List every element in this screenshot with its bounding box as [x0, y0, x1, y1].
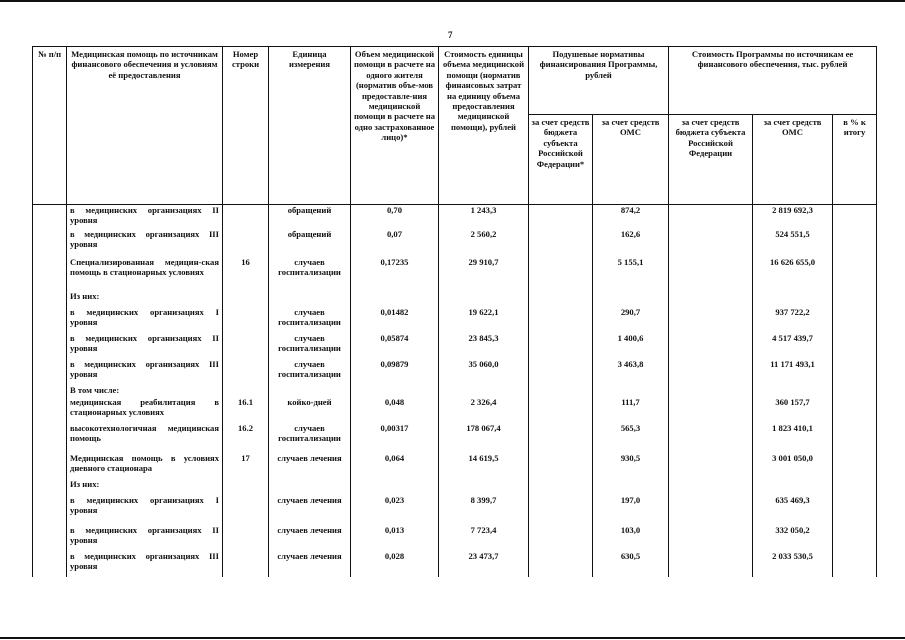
bottom-scan-border: [0, 637, 905, 639]
row-volume: 0,023: [351, 495, 439, 525]
table-row: [33, 291, 877, 307]
table-row: [33, 551, 877, 577]
row-cost-oms: 16 626 655,0: [753, 257, 833, 291]
table-row: [33, 307, 877, 333]
row-norm-oms: 3 463,8: [593, 359, 669, 385]
row-name: в медицинских организациях III уровня: [67, 229, 223, 257]
row-cost: 19 622,1: [439, 307, 529, 333]
row-cost: 23 845,3: [439, 333, 529, 359]
row-unit: случаев лечения: [269, 453, 351, 479]
table-row: [33, 525, 877, 551]
row-norm-oms: 1 400,6: [593, 333, 669, 359]
row-name: в медицинских организациях I уровня: [67, 307, 223, 333]
row-cost-oms: 3 001 050,0: [753, 453, 833, 479]
row-cost: 178 067,4: [439, 423, 529, 453]
row-cost-oms: 332 050,2: [753, 525, 833, 551]
row-cost-oms: 524 551,5: [753, 229, 833, 257]
row-unit: случаев госпитализации: [269, 307, 351, 333]
row-name: в медицинских организациях III уровня: [67, 551, 223, 577]
row-volume: 0,064: [351, 453, 439, 479]
row-cost-oms: 937 722,2: [753, 307, 833, 333]
row-unit: обращений: [269, 205, 351, 229]
row-name: высокотехнологичная медицинская помощь: [67, 423, 223, 453]
header-percent-total: в % к итогу: [833, 115, 877, 205]
row-norm-oms: 874,2: [593, 205, 669, 229]
header-unit: Единица измерения: [269, 47, 351, 205]
row-cost-oms: 4 517 439,7: [753, 333, 833, 359]
row-norm-oms: 630,5: [593, 551, 669, 577]
row-norm-oms: 162,6: [593, 229, 669, 257]
row-volume: 0,05874: [351, 333, 439, 359]
row-unit: случаев госпитализации: [269, 359, 351, 385]
row-norm-oms: 111,7: [593, 397, 669, 423]
row-volume: 0,028: [351, 551, 439, 577]
row-cost: 29 910,7: [439, 257, 529, 291]
row-line: 16.1: [223, 397, 269, 423]
row-name: в медицинских организациях II уровня: [67, 205, 223, 229]
row-norm-oms: 103,0: [593, 525, 669, 551]
header-number: № п/п: [33, 47, 67, 205]
table-row: [33, 385, 877, 397]
row-name: В том числе:: [67, 385, 223, 397]
row-name: Специализированная медицин-ская помощь в стационарных условиях: [67, 257, 223, 291]
table-row: [33, 205, 877, 229]
row-line: [223, 333, 269, 359]
header-program-cost: Стоимость Программы по источникам ее финансового обеспечения, тыс. рублей: [669, 47, 877, 115]
row-cost: 2 326,4: [439, 397, 529, 423]
row-cost-oms: 2 033 530,5: [753, 551, 833, 577]
row-line: [223, 359, 269, 385]
row-norm-oms: 197,0: [593, 495, 669, 525]
row-volume: 0,01482: [351, 307, 439, 333]
row-norm-oms: 930,5: [593, 453, 669, 479]
row-line: [223, 229, 269, 257]
row-cost-oms: 2 819 692,3: [753, 205, 833, 229]
row-cost: 35 060,0: [439, 359, 529, 385]
row-name: Медицинская помощь в условиях дневного стационара: [67, 453, 223, 479]
row-unit: случаев госпитализации: [269, 423, 351, 453]
row-cost-oms: 1 823 410,1: [753, 423, 833, 453]
header-row-number: Номер строки: [223, 47, 269, 205]
row-cost: 14 619,5: [439, 453, 529, 479]
row-volume: 0,013: [351, 525, 439, 551]
header-cost-oms: за счет средств ОМС: [753, 115, 833, 205]
row-unit: случаев госпитализации: [269, 257, 351, 291]
table-row: [33, 359, 877, 385]
header-care-type: Медицинская помощь по источникам финансового обеспечения и условиям её предоставления: [67, 47, 223, 205]
row-unit: случаев лечения: [269, 495, 351, 525]
top-scan-border: [0, 0, 905, 2]
table-row: [33, 257, 877, 291]
table-row: [33, 479, 877, 495]
table-row: [33, 333, 877, 359]
table-row: [33, 453, 877, 479]
row-name: в медицинских организациях II уровня: [67, 525, 223, 551]
row-line: [223, 205, 269, 229]
row-cost: 7 723,4: [439, 525, 529, 551]
row-volume: 0,09879: [351, 359, 439, 385]
row-unit: случаев лечения: [269, 525, 351, 551]
row-norm-oms: 565,3: [593, 423, 669, 453]
row-volume: 0,70: [351, 205, 439, 229]
row-unit: обращений: [269, 229, 351, 257]
row-volume: 0,17235: [351, 257, 439, 291]
row-line: 17: [223, 453, 269, 479]
header-norm-budget: за счет средств бюджета субъекта Российской Федерации*: [529, 115, 593, 205]
row-cost-oms: 11 171 493,1: [753, 359, 833, 385]
row-line: [223, 525, 269, 551]
page-number: 7: [448, 30, 453, 40]
row-unit: случаев госпитализации: [269, 333, 351, 359]
row-cost: 8 399,7: [439, 495, 529, 525]
row-name: Из них:: [67, 291, 223, 307]
row-name: в медицинских организациях III уровня: [67, 359, 223, 385]
row-volume: 0,048: [351, 397, 439, 423]
row-line: [223, 307, 269, 333]
row-norm-oms: 290,7: [593, 307, 669, 333]
row-line: [223, 495, 269, 525]
row-line: 16: [223, 257, 269, 291]
row-line: [223, 551, 269, 577]
header-cost-budget: за счет средств бюджета субъекта Российской Федерации: [669, 115, 753, 205]
header-norm-oms: за счет средств ОМС: [593, 115, 669, 205]
table-row: [33, 495, 877, 525]
row-volume: 0,07: [351, 229, 439, 257]
row-name: в медицинских организациях I уровня: [67, 495, 223, 525]
header-volume: Объем медицинской помощи в расчете на одного жителя (норматив объе-мов предоставле-ния медицинской помощи в расчете на одно застрахованное лицо)*: [351, 47, 439, 205]
row-name: Из них:: [67, 479, 223, 495]
table-row: [33, 397, 877, 423]
row-norm-oms: 5 155,1: [593, 257, 669, 291]
program-cost-table: [32, 46, 877, 577]
row-volume: 0,00317: [351, 423, 439, 453]
row-name: медицинская реабилитация в стационарных условиях: [67, 397, 223, 423]
header-unit-cost: Стоимость единицы объема медицинской помощи (норматив финансовых затрат на единицу объема предоставления медицинской помощи), рублей: [439, 47, 529, 205]
row-unit: койко-дней: [269, 397, 351, 423]
row-cost: 1 243,3: [439, 205, 529, 229]
header-per-capita-norms: Подушевые нормативы финансирования Программы, рублей: [529, 47, 669, 115]
table-row: [33, 229, 877, 257]
table-row: [33, 423, 877, 453]
row-cost: 2 560,2: [439, 229, 529, 257]
row-cost-oms: 360 157,7: [753, 397, 833, 423]
row-cost: 23 473,7: [439, 551, 529, 577]
row-line: 16.2: [223, 423, 269, 453]
row-unit: случаев лечения: [269, 551, 351, 577]
row-cost-oms: 635 469,3: [753, 495, 833, 525]
row-name: в медицинских организациях II уровня: [67, 333, 223, 359]
